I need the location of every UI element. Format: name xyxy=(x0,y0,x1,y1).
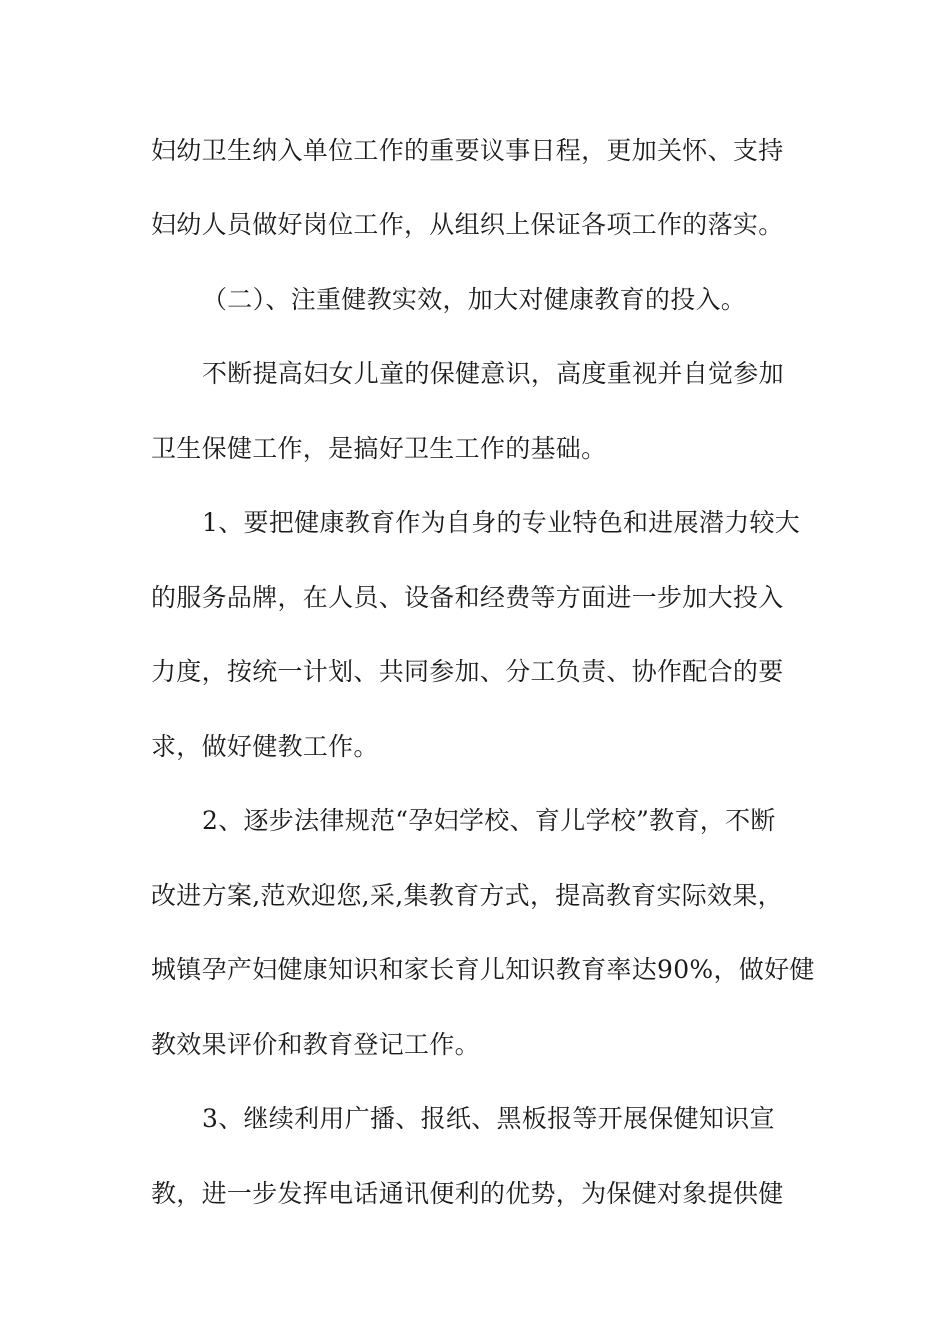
text-line-2: 妇幼人员做好岗位工作，从组织上保证各项工作的落实。 xyxy=(151,210,784,239)
text-line-1: 妇幼卫生纳入单位工作的重要议事日程，更加关怀、支持 xyxy=(151,136,784,165)
text-line-4: 不断提高妇女儿童的保健意识，高度重视并自觉参加 xyxy=(202,359,784,388)
list-item-2-line-3: 城镇孕产妇健康知识和家长育儿知识教育率达90%，做好健 xyxy=(151,955,815,984)
section-heading: （二）、注重健教实效，加大对健康教育的投入。 xyxy=(202,285,747,314)
list-item-1-line-3: 力度，按统一计划、共同参加、分工负责、协作配合的要 xyxy=(151,657,784,686)
list-item-2-line-2: 改进方案,范欢迎您,采,集教育方式，提高教育实际效果， xyxy=(151,881,783,910)
text-line-5: 卫生保健工作，是搞好卫生工作的基础。 xyxy=(151,434,607,463)
list-item-1-line-1: 1、要把健康教育作为自身的专业特色和进展潜力较大 xyxy=(202,508,801,537)
list-item-2-line-1: 2、逐步法律规范“孕妇学校、育儿学校”教育，不断 xyxy=(202,806,776,835)
list-item-3-line-2: 教，进一步发挥电话通讯便利的优势，为保健对象提供健 xyxy=(151,1179,784,1208)
list-item-2-line-4: 教效果评价和教育登记工作。 xyxy=(151,1030,480,1059)
list-item-1-line-4: 求，做好健教工作。 xyxy=(151,732,379,761)
list-item-3-line-1: 3、继续利用广播、报纸、黑板报等开展保健知识宣 xyxy=(202,1104,775,1133)
list-item-1-line-2: 的服务品牌，在人员、设备和经费等方面进一步加大投入 xyxy=(151,583,784,612)
